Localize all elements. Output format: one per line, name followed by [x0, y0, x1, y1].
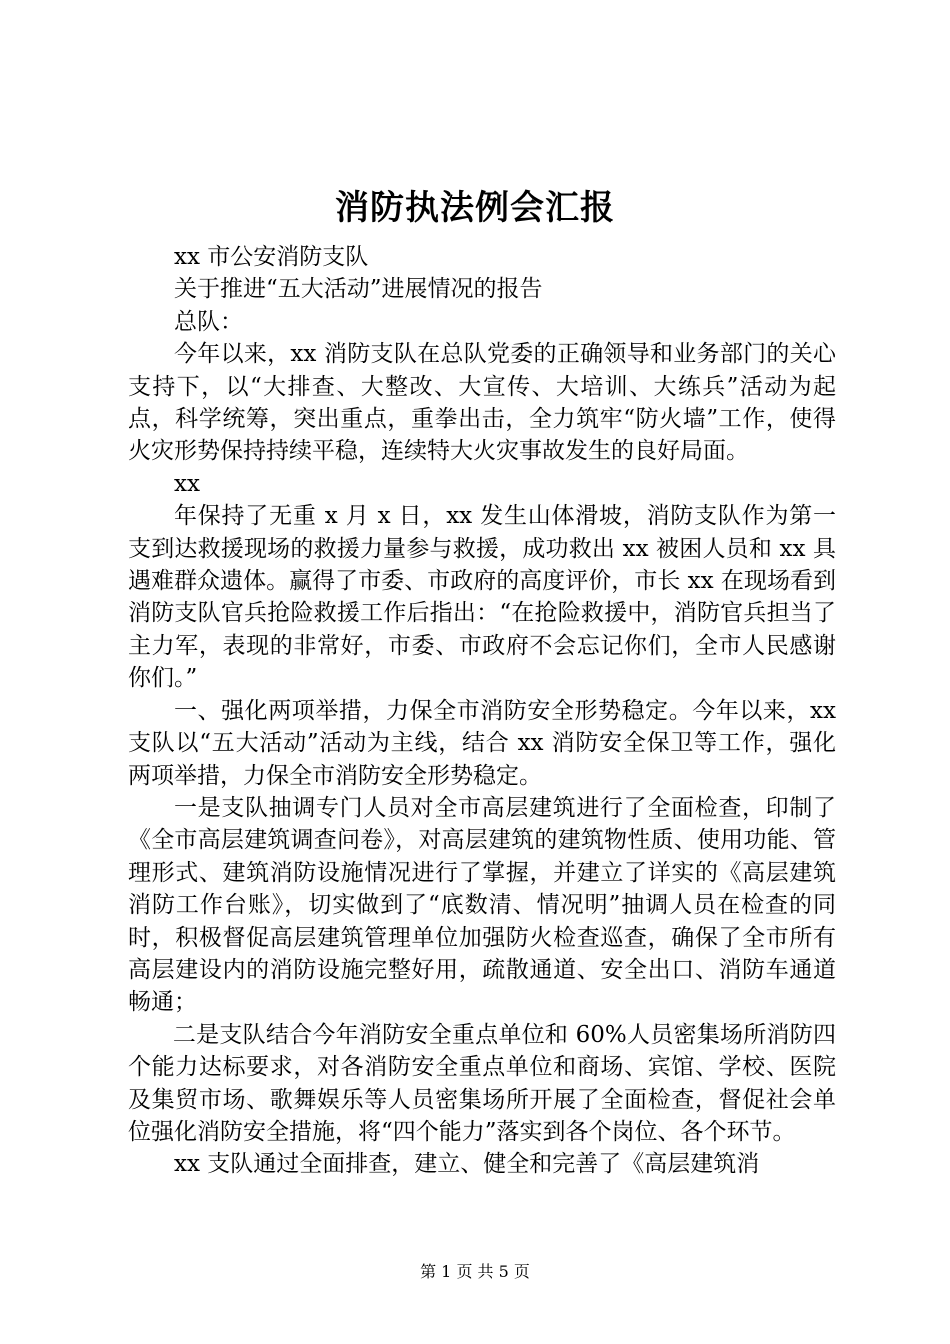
document-body — [128, 241, 836, 1181]
paragraph-sender: xx 市公安消防支队 — [174, 244, 369, 270]
paragraph-point-two: 二是支队结合今年消防安全重点单位和 60%人员密集场所消防四个能力达标要求，对各消防安全重点单位和商场、宾馆、学校、医院及集贸市场、歌舞娱乐等人员密集场所开展了全面检查，督促社会单位强化消防安全措施，将“四个能力”落实到各个岗位、各个环节。 — [128, 1021, 836, 1145]
paragraph-section-one: 一、强化两项举措，力保全市消防安全形势稳定。今年以来，xx 支队以“五大活动”活动为主线，结合 xx 消防安全保卫等工作，强化两项举措，力保全市消防安全形势稳定。 — [128, 697, 836, 789]
paragraph-salutation: 总队： — [174, 308, 243, 335]
paragraph-fragment: xx — [174, 470, 200, 497]
paragraph-subject: 关于推进“五大活动”进展情况的报告 — [174, 276, 543, 303]
paragraph-rescue: 年保持了无重 x 月 x 日，xx 发生山体滑坡，消防支队作为第一支到达救援现场的救援力量参与救援，成功救出 xx 被困人员和 xx 具遇难群众遗体。赢得了市委、市政府的高度评价，市长 xx 在现场看到消防支队官兵抢险救援工作后指出：“在抢险救援中，消防官兵担当了主力军，表现的非常好，市委、市政府不会忘记你们，全市人民感谢你们。” — [128, 503, 836, 692]
page-number-footer: 第 1 页 共 5 页 — [420, 1262, 530, 1281]
paragraph-point-one: 一是支队抽调专门人员对全市高层建筑进行了全面检查，印制了《全市高层建筑调查问卷》，对高层建筑的建筑物性质、使用功能、管理形式、建筑消防设施情况进行了掌握，并建立了详实的《高层建筑消防工作台账》，切实做到了“底数清、情况明”抽调人员在检查的同时，积极督促高层建筑管理单位加强防火检查巡查，确保了全市所有高层建设内的消防设施完整好用，疏散通道、安全出口、消防车通道畅通； — [128, 794, 836, 1016]
document-title: 消防执法例会汇报 — [335, 188, 615, 228]
paragraph-intro: 今年以来，xx 消防支队在总队党委的正确领导和业务部门的关心支持下，以“大排查、大整改、大宣传、大培训、大练兵”活动为起点，科学统筹，突出重点，重拳出击，全力筑牢“防火墙”工作，使得火灾形势保持持续平稳，连续特大火灾事故发生的良好局面。 — [128, 341, 836, 465]
paragraph-continuation: xx 支队通过全面排查，建立、健全和完善了《高层建筑消 — [174, 1151, 760, 1178]
